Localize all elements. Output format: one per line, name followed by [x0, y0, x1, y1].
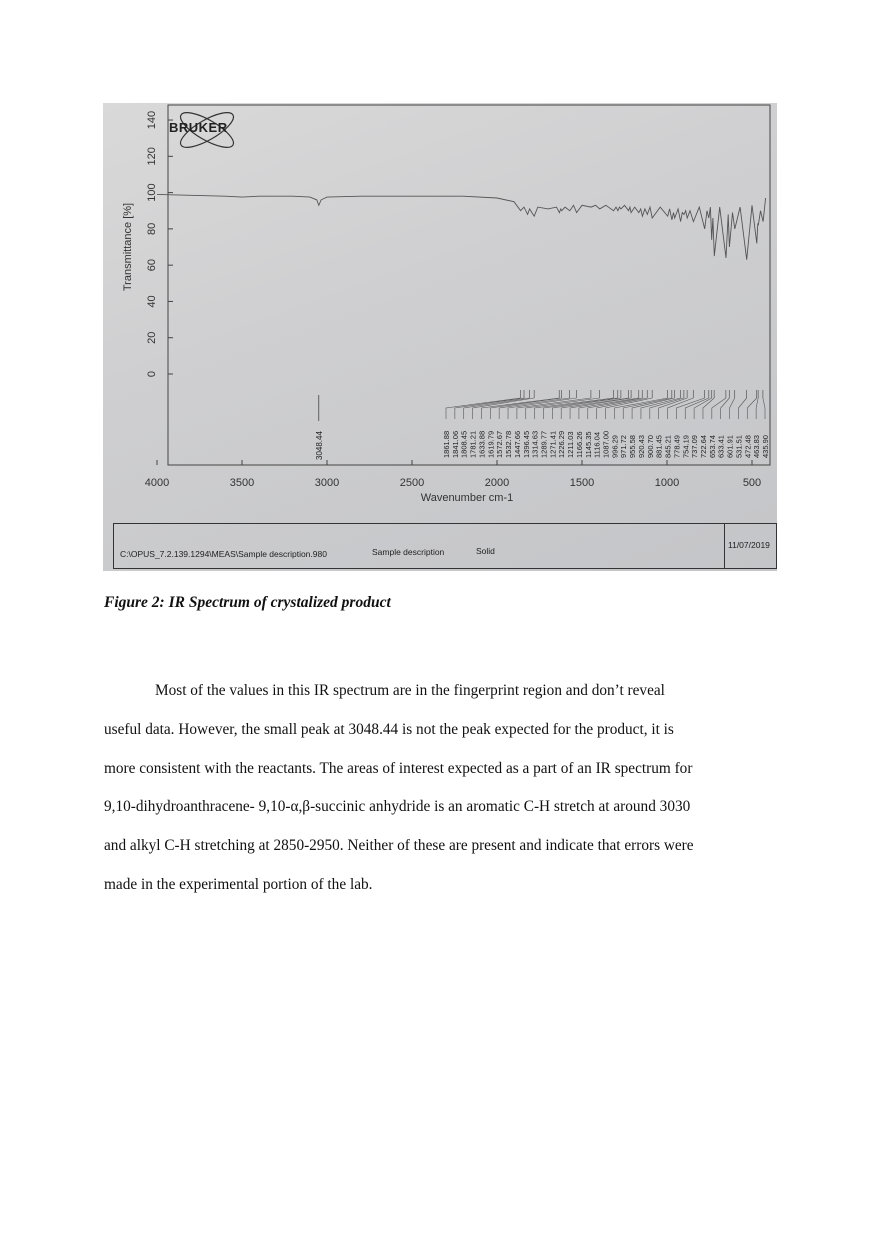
peak-label: 881.45 [654, 435, 664, 458]
peak-label: 3048.44 [314, 431, 324, 460]
peak-label: 633.41 [716, 435, 726, 458]
peak-label: 463.83 [752, 435, 762, 458]
peak-label: 737.09 [690, 435, 700, 458]
y-tick-label: 80 [146, 222, 158, 236]
sample-state: Solid [476, 546, 495, 556]
peak-leader [738, 398, 746, 419]
peak-leader [730, 398, 735, 419]
peak-label: 1808.45 [459, 430, 469, 458]
peak-label: 778.49 [672, 435, 682, 458]
peak-label: 1166.26 [574, 431, 584, 458]
peak-label: 531.51 [734, 435, 744, 458]
peak-label: 1087.00 [601, 430, 611, 458]
x-tick-label: 2000 [484, 477, 510, 489]
peak-label: 1314.63 [530, 430, 540, 458]
x-tick-label: 3500 [229, 477, 255, 489]
peak-label: 1781.21 [468, 430, 478, 458]
peak-label: 1145.35 [583, 431, 593, 458]
peak-label: 435.90 [761, 435, 770, 458]
peak-label: 971.72 [619, 435, 629, 458]
x-axis-label: Wavenumber cm-1 [420, 492, 514, 504]
measurement-date: 11/07/2019 [728, 540, 770, 550]
x-tick-label: 1000 [654, 477, 680, 489]
y-tick-label: 100 [146, 183, 158, 202]
peak-label: 754.19 [681, 435, 691, 458]
paragraph-line: Most of the values in this IR spectrum are in the fingerprint region and don’t reveal [155, 682, 665, 699]
peak-label: 1619.79 [486, 430, 496, 458]
peak-label: 472.48 [743, 435, 753, 458]
logo-text: BRUKER [169, 120, 228, 135]
peak-label: 1226.29 [557, 430, 567, 458]
body-paragraph [104, 672, 784, 905]
paragraph-line: and alkyl C-H stretching at 2850-2950. Neither of these are present and indicate that errors were [104, 837, 694, 855]
peak-leader [676, 398, 704, 419]
y-tick-label: 120 [146, 147, 158, 166]
peak-label: 1116.04 [592, 432, 602, 458]
peak-label: 1271.41 [548, 430, 558, 458]
paragraph-line: 9,10-dihydroanthracene- 9,10-α,β-succinic anhydride is an aromatic C-H stretch at around 3030 [104, 798, 691, 816]
peak-label: 601.91 [725, 435, 735, 458]
y-tick-label: 60 [146, 259, 158, 272]
peak-label: 653.74 [707, 435, 717, 458]
ir-spectrum-chart [103, 103, 777, 571]
peak-leader [703, 398, 714, 419]
figure-caption: Figure 2: IR Spectrum of crystalized product [104, 594, 391, 611]
peak-leader [756, 398, 758, 419]
peak-leader [747, 398, 756, 419]
ir-spectrum-photo [103, 103, 777, 571]
peak-label: 955.58 [628, 435, 638, 458]
y-tick-label: 0 [146, 370, 158, 378]
peak-leader [763, 398, 765, 419]
y-tick-label: 20 [146, 331, 158, 344]
peak-label: 1211.03 [566, 431, 576, 458]
peak-leader [597, 398, 648, 419]
x-tick-label: 500 [742, 477, 762, 489]
paragraph-line: useful data. However, the small peak at 3048.44 is not the peak expected for the product, it is [104, 720, 674, 738]
y-tick-label: 40 [146, 295, 158, 308]
file-path: C:\OPUS_7.2.139.1294\MEAS\Sample description.980 [120, 549, 327, 559]
peak-leader [668, 398, 694, 419]
y-axis-label: Transmittance [%] [122, 202, 134, 292]
peak-label: 1532.78 [504, 430, 514, 458]
peak-label: 1289.77 [539, 430, 549, 458]
peak-label: 996.29 [610, 435, 620, 458]
sample-description: Sample description [372, 547, 445, 557]
y-tick-label: 140 [146, 110, 158, 130]
peak-label: 845.21 [663, 435, 673, 458]
paragraph-line: made in the experimental portion of the lab. [104, 875, 373, 893]
x-tick-label: 1500 [569, 477, 595, 489]
peak-label: 920.43 [636, 435, 646, 458]
paragraph-line: more consistent with the reactants. The areas of interest expected as a part of an IR spectrum for [104, 759, 693, 777]
peak-leader [685, 398, 709, 419]
spectrum-footer [113, 523, 777, 569]
peak-label: 1861.88 [442, 430, 451, 458]
peak-label: 1572.67 [495, 430, 505, 458]
peak-label: 1633.88 [477, 430, 487, 458]
peak-leader [712, 398, 726, 419]
x-tick-label: 4000 [144, 477, 170, 489]
x-tick-label: 2500 [399, 477, 425, 489]
spectrum-line [157, 194, 766, 259]
peak-leader [721, 398, 730, 419]
plot-frame [168, 105, 770, 465]
peak-label: 1841.06 [450, 430, 460, 458]
peak-label: 900.70 [645, 435, 655, 458]
peak-label: 1447.66 [512, 430, 522, 458]
peak-label: 1396.45 [521, 430, 531, 458]
x-tick-label: 3000 [314, 477, 340, 489]
footer-divider [724, 524, 725, 568]
peak-label: 722.64 [698, 435, 708, 458]
